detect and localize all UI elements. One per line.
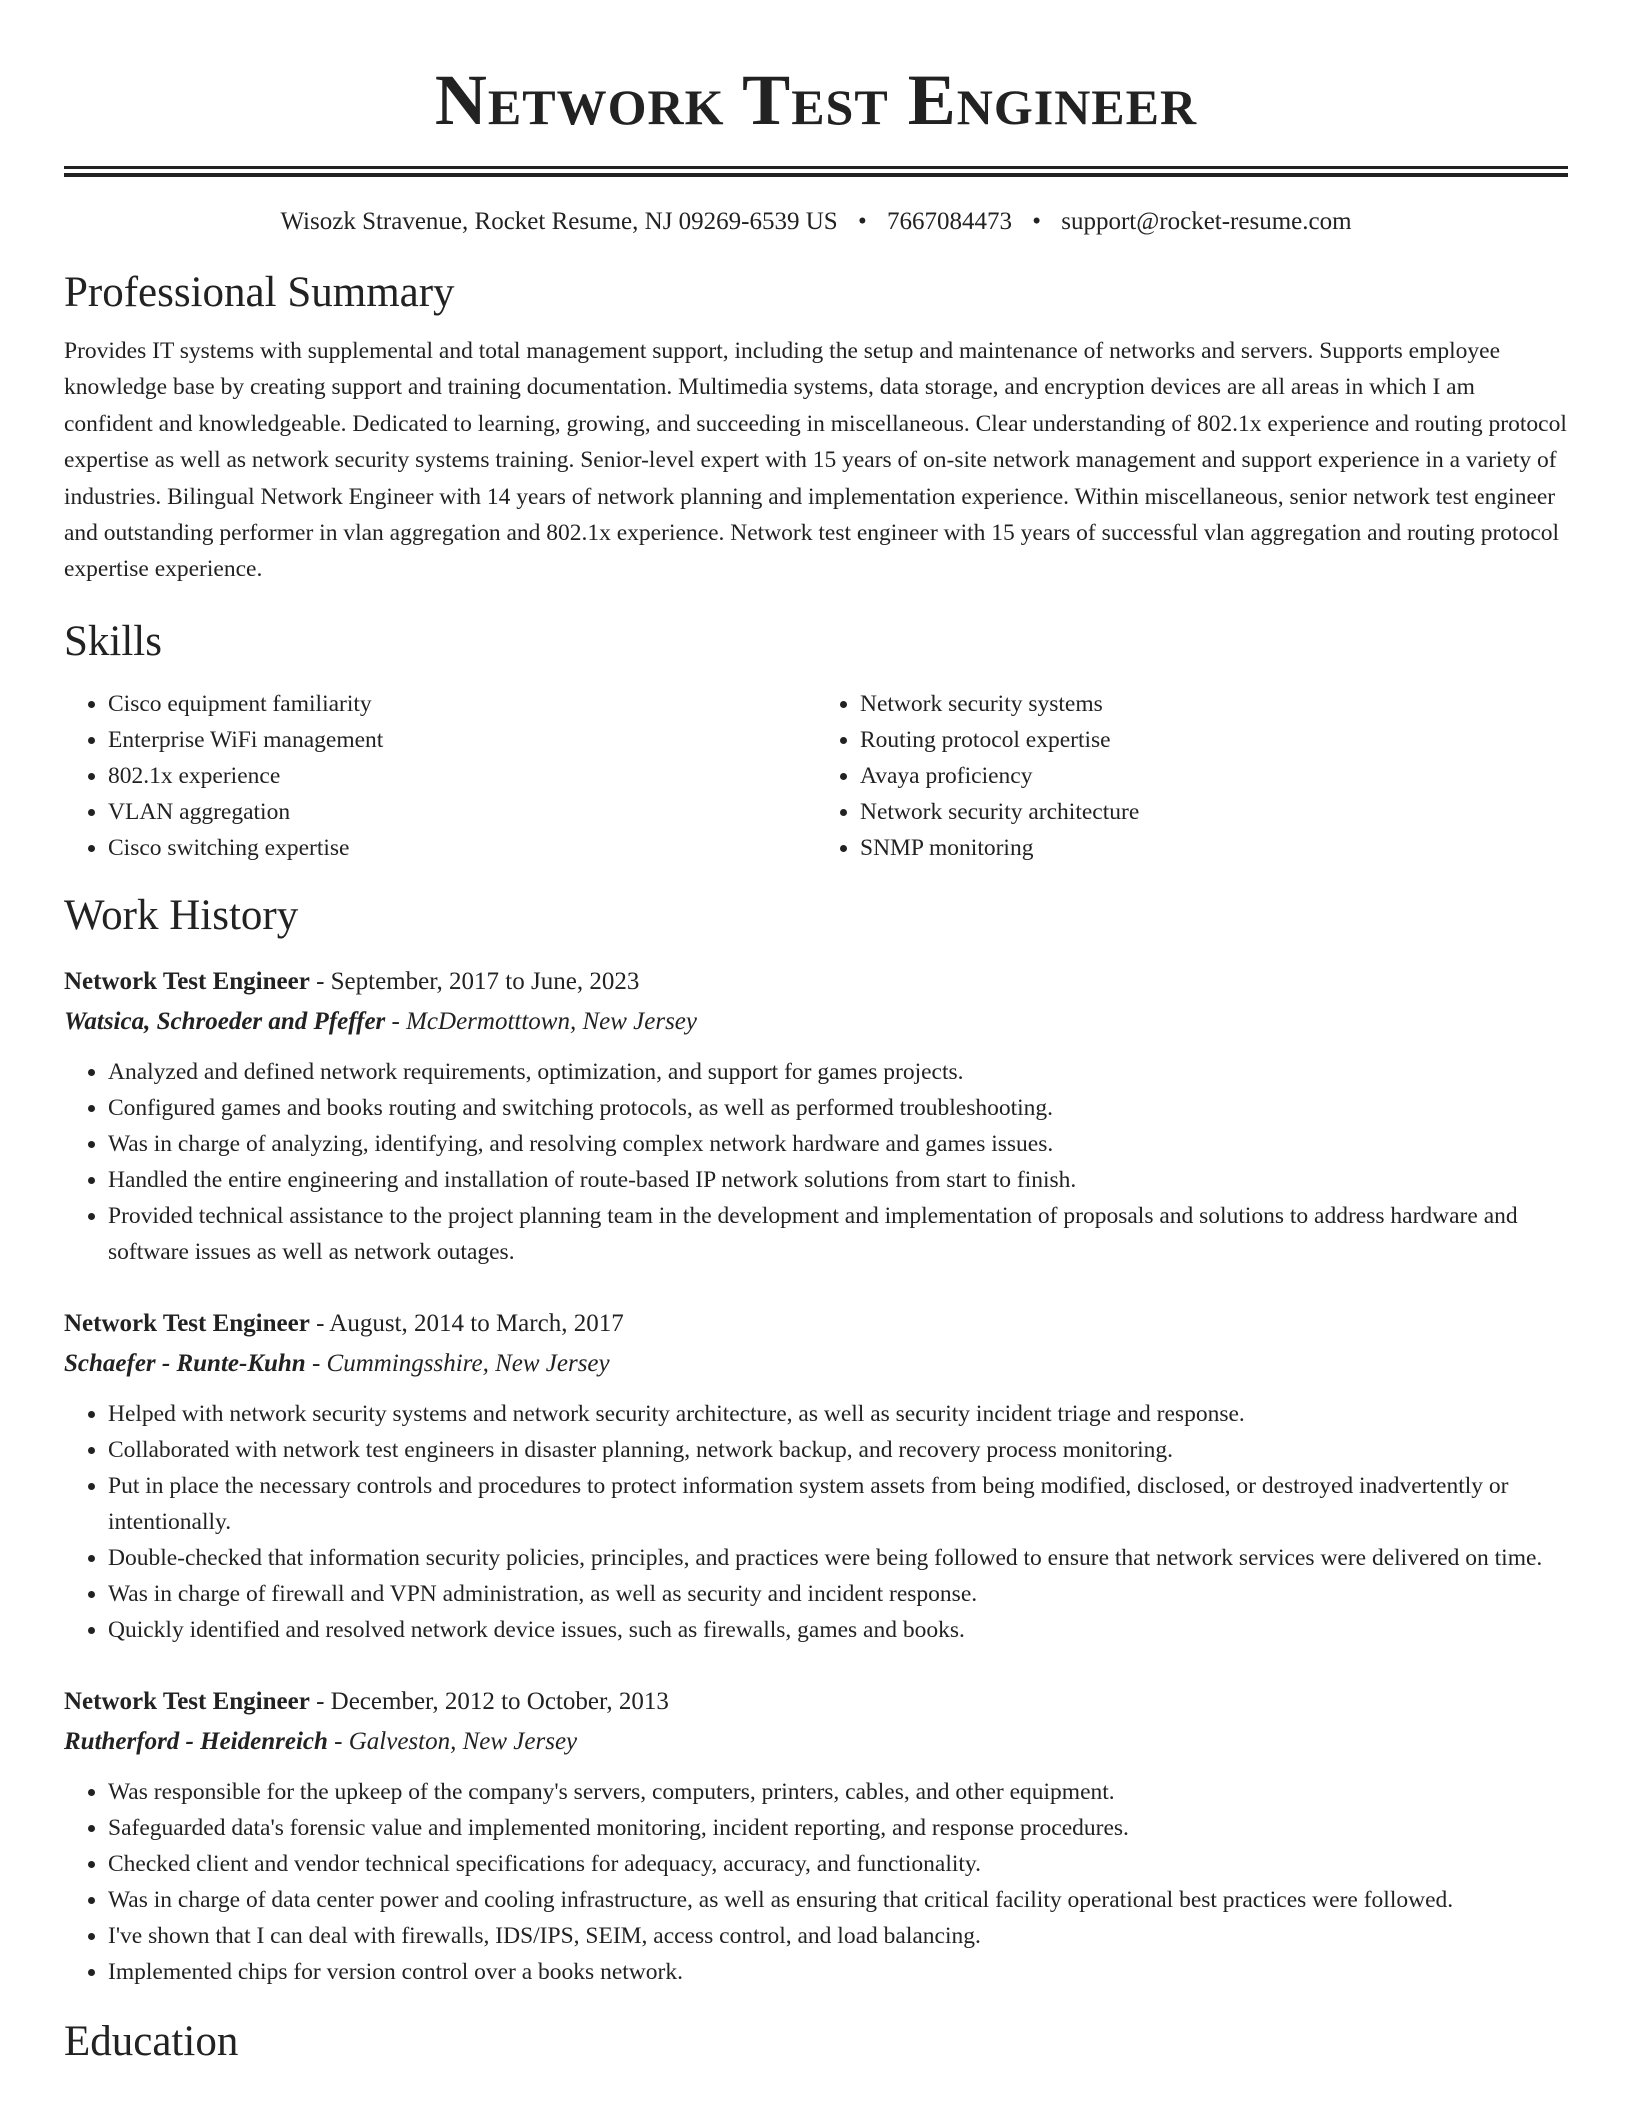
job-duty: • Quickly identified and resolved network device issues, such as firewalls, games and books. xyxy=(108,1612,1568,1648)
job-location: - McDermotttown, New Jersey xyxy=(385,1007,697,1035)
job-duty: • Was in charge of analyzing, identifying, and resolving complex network hardware and games issues. xyxy=(108,1126,1568,1162)
job-dates: - September, 2017 to June, 2023 xyxy=(309,967,640,995)
skill-item: • VLAN aggregation xyxy=(108,794,816,830)
job-company: Rutherford - Heidenreich xyxy=(64,1727,328,1755)
job-company-line xyxy=(64,1002,1568,1042)
job-duty: • Was responsible for the upkeep of the company's servers, computers, printers, cables, and other equipment. xyxy=(108,1774,1568,1810)
job-location: - Galveston, New Jersey xyxy=(327,1727,578,1755)
job-duty: • Collaborated with network test engineers in disaster planning, network backup, and recovery process monitoring. xyxy=(108,1432,1568,1468)
job-duty: • Checked client and vendor technical specifications for adequacy, accuracy, and functionality. xyxy=(108,1846,1568,1882)
job-duty: • Provided technical assistance to the project planning team in the development and implementation of proposals and solutions to address hardware and software issues as well as network outages. xyxy=(108,1198,1568,1270)
job-duty: • Implemented chips for version control over a books network. xyxy=(108,1954,1568,1990)
job-duty: • Was in charge of data center power and cooling infrastructure, as well as ensuring that critical facility operational best practices were followed. xyxy=(108,1882,1568,1918)
job-duty: • Put in place the necessary controls and procedures to protect information system assets from being modified, disclosed, or destroyed inadvertently or intentionally. xyxy=(108,1468,1568,1540)
job-duty: • Configured games and books routing and switching protocols, as well as performed troubleshooting. xyxy=(108,1090,1568,1126)
skills-columns xyxy=(64,686,1568,866)
job-entry xyxy=(64,1682,1568,1990)
contact-phone: 7667084473 xyxy=(886,208,1012,235)
skill-item: • Cisco switching expertise xyxy=(108,830,816,866)
job-dates: - August, 2014 to March, 2017 xyxy=(309,1309,624,1337)
job-company-line xyxy=(64,1722,1568,1762)
job-title: Network Test Engineer xyxy=(64,1687,310,1715)
job-title-line xyxy=(64,962,1568,1002)
contact-email: support@rocket-resume.com xyxy=(1061,208,1352,235)
job-title: Network Test Engineer xyxy=(64,1309,310,1337)
job-duties-list xyxy=(64,1774,1568,1990)
skill-item: • Enterprise WiFi management xyxy=(108,722,816,758)
job-duty: • Analyzed and defined network requirements, optimization, and support for games projects. xyxy=(108,1054,1568,1090)
job-duty: • Safeguarded data's forensic value and implemented monitoring, incident reporting, and response procedures. xyxy=(108,1810,1568,1846)
job-entry xyxy=(64,1304,1568,1648)
skill-item: • Cisco equipment familiarity xyxy=(108,686,816,722)
job-title: Network Test Engineer xyxy=(64,967,310,995)
job-location: - Cummingsshire, New Jersey xyxy=(305,1349,610,1377)
skill-item: • 802.1x experience xyxy=(108,758,816,794)
job-duty: • Was in charge of firewall and VPN administration, as well as security and incident response. xyxy=(108,1576,1568,1612)
skills-list-right xyxy=(816,686,1568,866)
job-duty: • Helped with network security systems and network security architecture, as well as security incident triage and response. xyxy=(108,1396,1568,1432)
job-entry xyxy=(64,962,1568,1270)
job-dates: - December, 2012 to October, 2013 xyxy=(309,1687,669,1715)
summary-text: Provides IT systems with supplemental and total management support, including the setup and maintenance of networks and servers. Supports employee knowledge base by creating support and training documentation. Multimedia systems, data storage, and encryption devices are all areas in which I am confident and knowledgeable. Dedicated to learning, growing, and succeeding in miscellaneous. Clear understanding of 802.1x experience and routing protocol expertise as well as network security systems training. Senior-level expert with 15 years of on-site network management and support experience in a variety of industries. Bilingual Network Engineer with 14 years of network planning and implementation experience. Within miscellaneous, senior network test engineer and outstanding performer in vlan aggregation and 802.1x experience. Network test engineer with 15 years of successful vlan aggregation and routing protocol expertise experience. xyxy=(64,338,1567,583)
job-duty: • Handled the entire engineering and installation of route-based IP network solutions from start to finish. xyxy=(108,1162,1568,1198)
education-heading: Education xyxy=(64,2017,239,2065)
work-history-heading: Work History xyxy=(64,891,299,939)
header-rule xyxy=(64,166,1568,177)
skill-item: • Avaya proficiency xyxy=(860,758,1568,794)
job-duty: • I've shown that I can deal with firewalls, IDS/IPS, SEIM, access control, and load balancing. xyxy=(108,1918,1568,1954)
skill-item: • Routing protocol expertise xyxy=(860,722,1568,758)
skill-item: • SNMP monitoring xyxy=(860,830,1568,866)
job-title-line xyxy=(64,1682,1568,1722)
job-company: Watsica, Schroeder and Pfeffer xyxy=(64,1007,386,1035)
job-company: Schaefer - Runte-Kuhn xyxy=(64,1349,306,1377)
skills-list-left xyxy=(64,686,816,866)
resume-name: Network Test Engineer xyxy=(434,60,1198,140)
job-duties-list xyxy=(64,1396,1568,1648)
contact-line xyxy=(64,205,1568,239)
job-duty: • Double-checked that information security policies, principles, and practices were being followed to ensure that network services were delivered on time. xyxy=(108,1540,1568,1576)
skill-item: • Network security architecture xyxy=(860,794,1568,830)
summary-heading: Professional Summary xyxy=(64,269,455,316)
skill-item: • Network security systems xyxy=(860,686,1568,722)
contact-separator: • xyxy=(857,208,867,235)
contact-address: Wisozk Stravenue, Rocket Resume, NJ 09269-6539 US xyxy=(280,208,838,235)
skills-heading: Skills xyxy=(64,617,162,665)
job-duties-list xyxy=(64,1054,1568,1270)
job-title-line xyxy=(64,1304,1568,1344)
contact-separator: • xyxy=(1032,208,1041,235)
job-company-line xyxy=(64,1344,1568,1384)
